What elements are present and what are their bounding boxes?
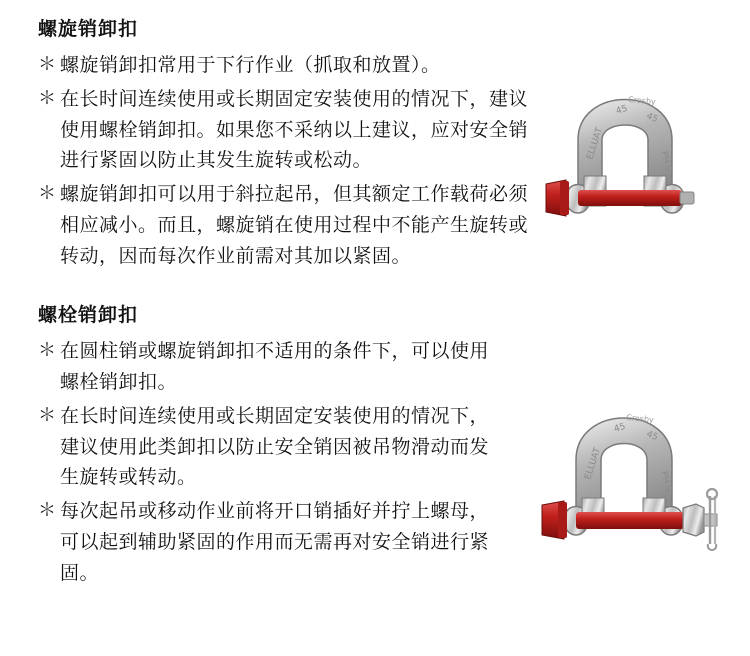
list-item-text: 在长时间连续使用或长期固定安装使用的情况下，建议使用此类卸扣以防止安全销因被吊物滑动而发生旋转或转动。 [60, 404, 490, 489]
list-item [38, 84, 530, 176]
list-item [38, 401, 508, 493]
svg-text:PH-S: PH-S [658, 470, 674, 494]
svg-text:45: 45 [614, 103, 629, 117]
list-item [38, 496, 508, 588]
svg-text:PH-S: PH-S [658, 150, 674, 174]
svg-text:Crosby: Crosby [625, 413, 655, 425]
list-item-text: 在圆柱销或螺旋销卸扣不适用的条件下，可以使用螺栓销卸扣。 [60, 340, 490, 394]
list-item-text: 螺旋销卸扣常用于下行作业（抓取和放置）。 [60, 54, 441, 76]
list-item [38, 179, 530, 271]
bullet-list [38, 336, 508, 588]
svg-text:ELLUAT: ELLUAT [585, 126, 605, 161]
bullet-marker-icon: ＊ [38, 404, 56, 426]
svg-text:ELLUAT: ELLUAT [583, 446, 603, 481]
svg-text:45: 45 [644, 111, 660, 126]
svg-text:45: 45 [612, 421, 627, 435]
section-title: 螺旋销卸扣 [38, 18, 139, 40]
list-item [38, 336, 508, 398]
list-item [38, 50, 530, 81]
list-item-text: 每次起吊或移动作业前将开口销插好并拧上螺母，可以起到辅助紧固的作用而无需再对安全销进行紧固。 [60, 500, 490, 584]
screw-pin-shackle-image [520, 48, 735, 248]
bullet-marker-icon: ＊ [38, 54, 56, 75]
svg-text:Crosby: Crosby [627, 95, 657, 107]
list-item-text: 在长时间连续使用或长期固定安装使用的情况下，建议使用螺栓销卸扣。如果您不采纳以上建议，应对安全销进行紧固以防止其发生旋转或松动。 [60, 87, 529, 172]
list-item-text: 螺旋销卸扣可以用于斜拉起吊，但其额定工作载荷必须相应减小。而且，螺旋销在使用过程中不能产生旋转或转动，因而每次作业前需对其加以紧固。 [60, 183, 529, 267]
bullet-marker-icon: ＊ [38, 183, 56, 205]
section-title: 螺栓销卸扣 [38, 304, 139, 327]
bullet-marker-icon: ＊ [38, 500, 56, 522]
bullet-marker-icon: ＊ [38, 340, 56, 362]
bolt-type-shackle-image [520, 368, 735, 573]
bullet-marker-icon: ＊ [38, 87, 56, 109]
bullet-list [38, 50, 530, 271]
svg-text:45: 45 [644, 429, 660, 444]
